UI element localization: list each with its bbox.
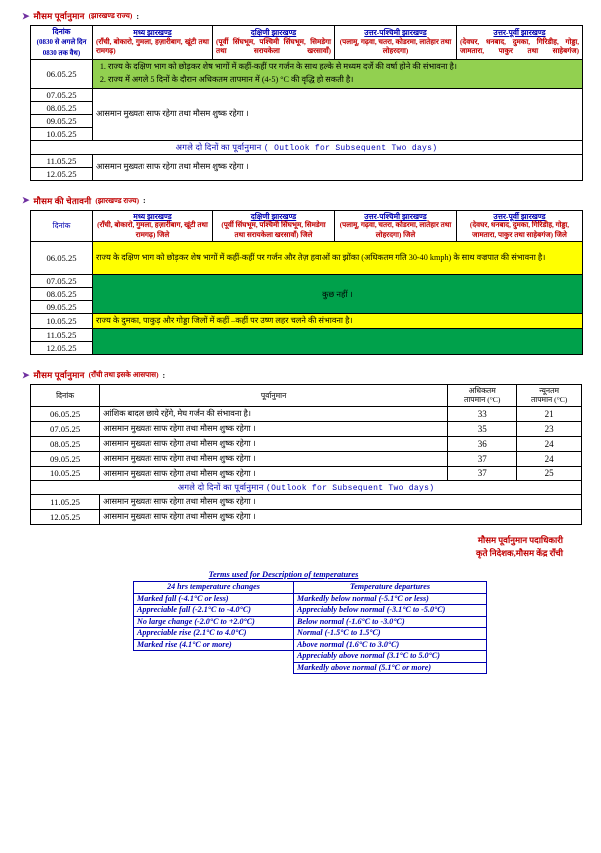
terms-departure-item: Markedly above normal (5.1°C or more) [294, 662, 487, 674]
terms-change-item: Appreciable rise (2.1°C to 4.0°C) [134, 628, 294, 640]
row-min-temp: 24 [517, 451, 582, 466]
row-outlook-forecast: आसमान मुख्यतः साफ रहेगा तथा मौसम शुष्क रहेगा । [100, 495, 582, 510]
header-cell-region-northeast [457, 26, 583, 60]
table-row [31, 275, 583, 288]
row-outlook-forecast: आसमान मुख्यतः साफ रहेगा तथा मौसम शुष्क रहेगा । [100, 510, 582, 525]
outlook-banner-row [31, 140, 583, 154]
section3-colon: : [162, 370, 166, 380]
date-header-label: दिनांक [52, 27, 71, 36]
table-row [31, 242, 583, 275]
arrow-bullet-icon: ➤ [22, 369, 30, 380]
row-min-temp: 21 [517, 406, 582, 421]
section1-subtitle: (झारखण्ड राज्य) [88, 11, 133, 20]
table-row [134, 662, 487, 674]
header-cell-date [31, 26, 93, 60]
row-max-temp: 37 [448, 451, 517, 466]
table-header-row [134, 581, 487, 593]
table-row [134, 628, 487, 640]
terms-departure-item: Above normal (1.6°C to 3.0°C) [294, 639, 487, 651]
row-date: 09.05.25 [31, 114, 93, 127]
arrow-bullet-icon: ➤ [22, 195, 30, 206]
row-max-temp: 37 [448, 466, 517, 481]
table-row [31, 329, 583, 342]
terms-departure-item: Markedly below normal (-5.1°C or less) [294, 593, 487, 605]
region-districts: (पूर्वी सिंघभूम, पश्चिमी सिंघभूम, सिमडेगा तथा सरायकेला खरसावाँ) [216, 37, 331, 56]
outlook-label-hindi: अगले दो दिनों का पूर्वानुमान [177, 483, 264, 493]
header-cell-region-central [93, 26, 213, 60]
table-row [31, 421, 582, 436]
row-min-temp: 25 [517, 466, 582, 481]
header-cell-max-temp [448, 385, 517, 407]
row-date: 10.05.25 [31, 466, 100, 481]
row-outlook-forecast: आसमान मुख्यतः साफ रहेगा तथा मौसम शुष्क रहेगा । [93, 154, 583, 180]
region-name: मध्य झारखण्ड [133, 28, 172, 38]
header-cell-date: दिनांक [31, 385, 100, 407]
region-name: उत्तर-पूर्वी झारखण्ड [493, 211, 546, 221]
region-name: दक्षिणी झारखण्ड [250, 211, 297, 221]
row-date: 07.05.25 [31, 88, 93, 101]
max-temp-line1: अधिकतम [468, 386, 496, 395]
arrow-bullet-icon: ➤ [22, 10, 30, 21]
row-max-temp: 33 [448, 406, 517, 421]
header-cell-region-south [213, 210, 335, 241]
row-date: 10.05.25 [31, 314, 93, 329]
row-date: 10.05.25 [31, 127, 93, 140]
row-forecast: आसमान मुख्यतः साफ रहेगा तथा मौसम शुष्क रहेगा । [100, 451, 448, 466]
outlook-banner [31, 140, 583, 154]
table-row [31, 510, 582, 525]
terms-change-item: Marked rise (4.1°C or more) [134, 639, 294, 651]
row-date: 12.05.25 [31, 342, 93, 355]
min-temp-line2: तापमान (°C) [530, 395, 568, 405]
row-date: 09.05.25 [31, 451, 100, 466]
section2-colon: : [143, 196, 146, 206]
signature-block [0, 534, 563, 560]
table-row [31, 436, 582, 451]
table-row [31, 60, 583, 89]
row-forecast: आंशिक बादल छाये रहेंगे, मेघ गर्जन की संभावना है। [100, 406, 448, 421]
terms-departure-item: Below normal (-1.6°C to -3.0°C) [294, 616, 487, 628]
table-row [31, 466, 582, 481]
row-date: 12.05.25 [31, 167, 93, 180]
region-name: मध्य झारखण्ड [133, 211, 172, 221]
region-name: उत्तर-पश्चिमी झारखण्ड [364, 211, 427, 221]
outlook-label-english: ( Outlook for Subsequent Two days) [263, 143, 438, 153]
section1-title: मौसम पूर्वानुमान [33, 11, 85, 21]
terms-departure-item: Normal (-1.5°C to 1.5°C) [294, 628, 487, 640]
region-districts: (देवघर, धनबाद, दुमका, गिरिडीह, गोड्डा, जामतारा, पाकुर तथा साहेबगंज) [460, 37, 579, 56]
row-date: 06.05.25 [31, 406, 100, 421]
section2-subtitle: (झारखण्ड राज्य) [95, 195, 140, 205]
region-districts: (देवघर, धनबाद, दुमका, गिरिडीह, गोड्डा, जामतारा, पाकुर तथा साहेबगंज) जिले [469, 221, 570, 239]
min-temp-line1: न्यूनतम [539, 386, 559, 395]
row-date: 11.05.25 [31, 154, 93, 167]
terms-change-item: Appreciable fall (-2.1°C to -4.0°C) [134, 605, 294, 617]
row-max-temp: 36 [448, 436, 517, 451]
warning-state-table [30, 210, 583, 355]
table-row [31, 314, 583, 329]
table-header-row [31, 26, 583, 60]
terms-change-item: No large change (-2.0°C to +2.0°C) [134, 616, 294, 628]
terms-section [0, 570, 601, 674]
row-forecast-day1 [93, 60, 583, 89]
row-date: 06.05.25 [31, 242, 93, 275]
table-row [134, 605, 487, 617]
header-cell-min-temp [517, 385, 582, 407]
forecast-state-table [30, 25, 583, 181]
row-date: 06.05.25 [31, 60, 93, 89]
section-heading-forecast-state [22, 10, 601, 22]
region-districts: (पलामू, गढ़वा, चतरा, कोडरमा, लातेहार तथा लोहरदगा) जिले [339, 221, 452, 239]
terms-col1-header: 24 hrs temperature changes [134, 581, 294, 593]
row-warning-empty [93, 329, 583, 355]
terms-title: Terms used for Description of temperatures [208, 569, 359, 579]
table-row [31, 495, 582, 510]
region-districts: (रॉंची, बोकारो, गुमला, हज़ारीबाग, खूंटी तथा रामगढ़) [96, 37, 209, 56]
terms-col2-header: Temperature departures [294, 581, 487, 593]
forecast-item: 2. राज्य में अगले 5 दिनों के दौरान अधिकतम तापमान में (4-5) °C की वृद्धि हो सकती है। [108, 74, 579, 86]
header-cell-region-central [93, 210, 213, 241]
table-row [134, 616, 487, 628]
section3-title: मौसम पूर्वानुमान [33, 370, 85, 380]
date-header-note: (0830 से अगले दिन 0830 तक वैध) [36, 38, 87, 57]
region-districts: (पूर्वी सिंघभूम, पश्चिमी सिंघभूम, सिमडेगा तथा सरायकेला खरसावाँ) जिले [221, 221, 326, 239]
terms-departure-item: Appreciably above normal (3.1°C to 5.0°C) [294, 651, 487, 663]
table-row [31, 451, 582, 466]
region-name: उत्तर-पूर्वी झारखण्ड [493, 28, 546, 38]
header-cell-forecast: पूर्वानुमान [100, 385, 448, 407]
table-row [134, 593, 487, 605]
header-cell-date: दिनांक [31, 210, 93, 241]
section-heading-warning-state [22, 195, 601, 207]
outlook-banner-row [31, 481, 582, 495]
row-date: 08.05.25 [31, 101, 93, 114]
outlook-label-english: (Outlook for Subsequent Two days) [265, 484, 435, 494]
header-cell-region-northwest [335, 26, 457, 60]
table-row [134, 651, 487, 663]
row-date: 11.05.25 [31, 329, 93, 342]
terms-departure-item: Appreciably below normal (-3.1°C to -5.0°C) [294, 605, 487, 617]
row-forecast: आसमान मुख्यतः साफ रहेगा तथा मौसम शुष्क रहेगा । [100, 436, 448, 451]
row-date: 07.05.25 [31, 421, 100, 436]
row-date: 08.05.25 [31, 436, 100, 451]
section2-title: मौसम की चेतावनी [33, 195, 92, 206]
signature-line2: कृते निदेशक,मौसम केंद्र रॉंची [476, 548, 563, 559]
row-warning-day1: राज्य के दक्षिण भाग को छोड़कर शेष भागों में कहीं-कहीं पर गर्जन और तेज़ हवाओं का झोंका (अधिकतम गति 30-40 kmph) के साथ वज्रपात की संभावना है। [93, 242, 583, 275]
row-warning-heatwave: राज्य के दुमका, पाकुड़ और गोड्डा जिलों में कहीं –कहीं पर उष्ण लहर चलने की संभावना है। [93, 314, 583, 329]
section3-subtitle: (रॉंची तथा इसके आसपास) [88, 370, 159, 379]
row-date: 09.05.25 [31, 301, 93, 314]
row-warning-none: कुछ नहीं । [93, 275, 583, 314]
row-min-temp: 23 [517, 421, 582, 436]
table-row [31, 88, 583, 101]
region-name: दक्षिणी झारखण्ड [250, 28, 297, 38]
table-row [31, 406, 582, 421]
row-min-temp: 24 [517, 436, 582, 451]
section-heading-forecast-ranchi [22, 369, 601, 381]
forecast-item: 1. राज्य के दक्षिण भाग को छोड़कर शेष भागों में कहीं-कहीं पर गर्जन के साथ हल्के से मध्यम दर्जे की वर्षा होने की संभावना है। [108, 61, 579, 73]
row-date: 08.05.25 [31, 288, 93, 301]
row-forecast: आसमान मुख्यतः साफ रहेगा तथा मौसम शुष्क रहेगा । [100, 421, 448, 436]
signature-line1: मौसम पूर्वानुमान पदाधिकारी [477, 535, 563, 546]
row-date: 07.05.25 [31, 275, 93, 288]
row-date: 12.05.25 [31, 510, 100, 525]
terms-change-blank [134, 651, 294, 663]
header-cell-region-northwest [335, 210, 457, 241]
table-row [31, 154, 583, 167]
row-max-temp: 35 [448, 421, 517, 436]
terms-change-item: Marked fall (-4.1°C or less) [134, 593, 294, 605]
outlook-label-hindi: अगले दो दिनों का पूर्वानुमान [175, 142, 262, 152]
region-name: उत्तर-पश्चिमी झारखण्ड [364, 28, 427, 38]
row-forecast-days2to5: आसमान मुख्यतः साफ रहेगा तथा मौसम शुष्क रहेगा । [93, 88, 583, 140]
row-forecast: आसमान मुख्यतः साफ रहेगा तथा मौसम शुष्क रहेगा । [100, 466, 448, 481]
max-temp-line2: तापमान (°C) [464, 395, 501, 405]
ranchi-forecast-table [30, 384, 582, 525]
table-header-row [31, 385, 582, 407]
table-header-row [31, 210, 583, 241]
region-districts: (रॉंची, बोकारो, गुमला, हज़ारीबाग, खूंटी तथा रामगढ़) जिले [97, 221, 208, 239]
header-cell-region-northeast [457, 210, 583, 241]
outlook-banner [31, 481, 582, 495]
terms-change-blank [134, 662, 294, 674]
section1-colon: : [136, 11, 139, 21]
terms-table [133, 581, 487, 674]
header-cell-region-south [213, 26, 335, 60]
table-row [134, 639, 487, 651]
region-districts: (पलामू, गढ़वा, चतरा, कोडरमा, लातेहार तथा लोहरदगा) [339, 37, 452, 56]
row-date: 11.05.25 [31, 495, 100, 510]
